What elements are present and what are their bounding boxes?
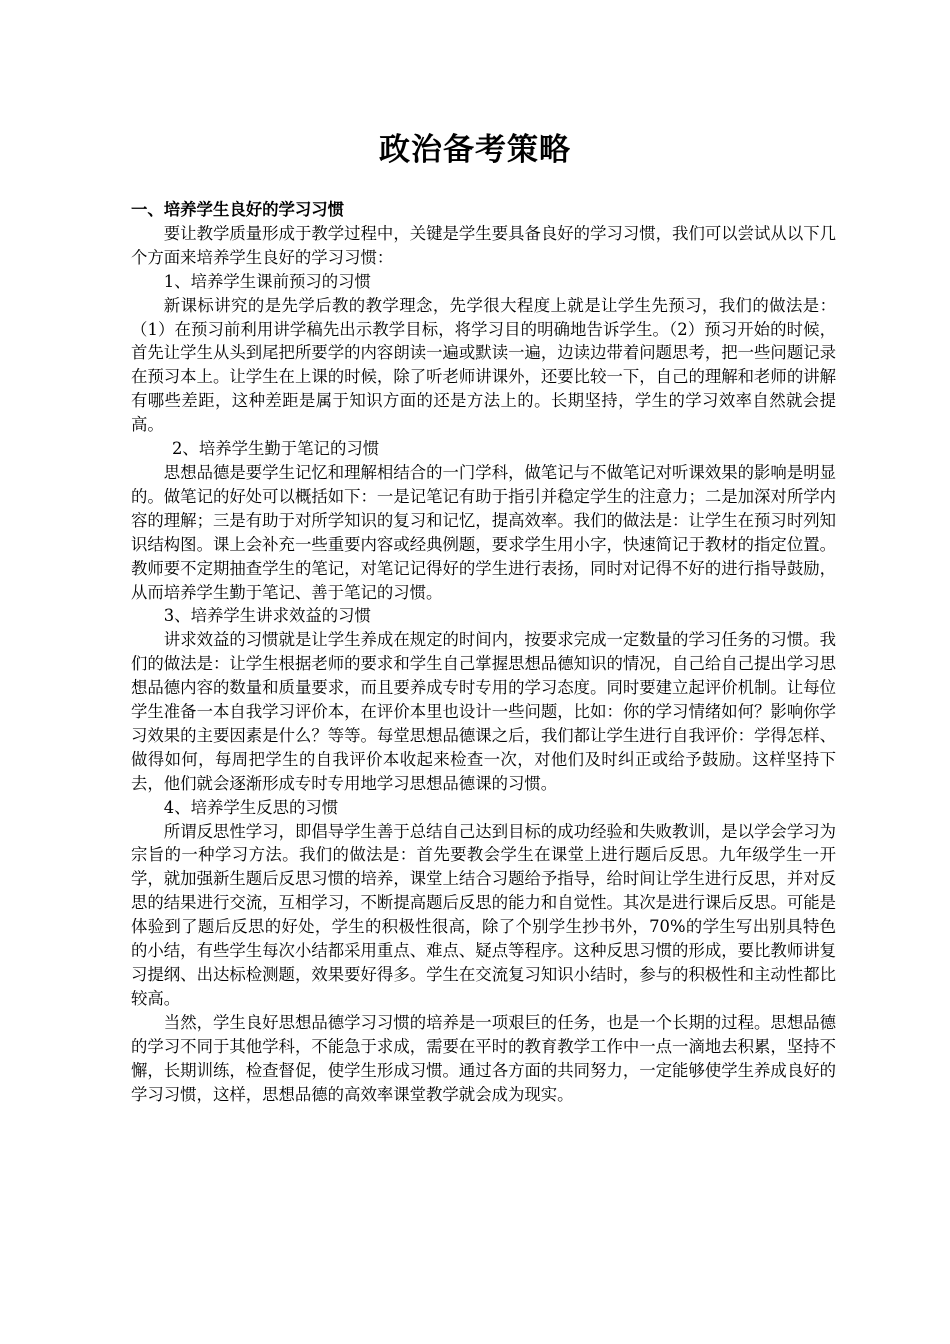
document-title: 政治备考策略 [379, 132, 571, 168]
paragraph-efficiency: 讲求效益的习惯就是让学生养成在规定的时间内，按要求完成一定数量的学习任务的习惯。我们的做法是：让学生根据老师的要求和学生自己掌握思想品德知识的情况，自己给自己提出学习思想品德内容的数量和质量要求，而且要养成专时专用的学习态度。同时要建立起评价机制。让每位学生准备一本自我学习评价本，在评价本里也设计一些问题，比如：你的学习情绪如何？影响你学习效果的主要因素是什么？等等。每堂思想品德课之后，我们都让学生进行自我评价：学得怎样、做得如何，每周把学生的自我评价本收起来检查一次，对他们及时纠正或给予鼓励。这样坚持下去，他们就会逐渐形成专时专用地学习思想品德课的习惯。 [131, 630, 836, 793]
subsection-heading-efficiency: 3、培养学生讲求效益的习惯 [163, 606, 371, 626]
subsection-heading-notes: 2、培养学生勤于笔记的习惯 [172, 439, 380, 459]
paragraph-notes: 思想品德是要学生记忆和理解相结合的一门学科，做笔记与不做笔记对听课效果的影响是明显的。做笔记的好处可以概括如下：一是记笔记有助于指引并稳定学生的注意力；二是加深对所学内容的理解；三是有助于对所学知识的复习和记忆，提高效率。我们的做法是：让学生在预习时列知识结构图。课上会补充一些重要内容或经典例题，要求学生用小字，快速简记于教材的指定位置。教师要不定期抽查学生的笔记，对笔记记得好的学生进行表扬，同时对记得不好的进行指导鼓励，从而培养学生勤于笔记、善于笔记的习惯。 [131, 462, 836, 602]
section-heading: 一、培养学生良好的学习习惯 [131, 200, 345, 219]
paragraph-reflection: 所谓反思性学习，即倡导学生善于总结自己达到目标的成功经验和失败教训，是以学会学习为宗旨的一种学习方法。我们的做法是：首先要教会学生在课堂上进行题后反思。九年级学生一开学，就加强新生题后反思习惯的培养，课堂上结合习题给予指导，给时间让学生进行反思，并对反思的结果进行交流，互相学习，不断提高题后反思的能力和自觉性。其次是进行课后反思。可能是体验到了题后反思的好处，学生的积极性很高，除了个别学生抄书外，70%的学生写出别具特色的小结，有些学生每次小结都采用重点、难点、疑点等程序。这种反思习惯的形成，要比教师讲复习提纲、出达标检测题，效果要好得多。学生在交流复习知识小结时，参与的积极性和主动性都比较高。 [131, 821, 836, 1008]
subsection-heading-reflection: 4、培养学生反思的习惯 [163, 797, 339, 817]
document-body [131, 198, 836, 1106]
intro-paragraph: 要让教学质量形成于教学过程中，关键是学生要具备良好的学习习惯，我们可以尝试从以下几个方面来培养学生良好的学习习惯： [131, 223, 836, 267]
subsection-heading-preview: 1、培养学生课前预习的习惯 [163, 271, 371, 291]
paragraph-preview: 新课标讲究的是先学后教的教学理念，先学很大程度上就是让学生先预习，我们的做法是：（1）在预习前利用讲学稿先出示教学目标，将学习目的明确地告诉学生。（2）预习开始的时候，首先让学生从头到尾把所要学的内容朗读一遍或默读一遍，边读边带着问题思考，把一些问题记录在预习本上。让学生在上课的时候，除了听老师讲课外，还要比较一下，自己的理解和老师的讲解有哪些差距，这种差距是属于知识方面的还是方法上的。长期坚持，学生的学习效率自然就会提高。 [131, 295, 836, 435]
conclusion-paragraph: 当然，学生良好思想品德学习习惯的培养是一项艰巨的任务，也是一个长期的过程。思想品德的学习不同于其他学科，不能急于求成，需要在平时的教育教学工作中一点一滴地去积累，坚持不懈，长期训练，检查督促，使学生形成习惯。通过各方面的共同努力，一定能够使学生养成良好的学习习惯，这样，思想品德的高效率课堂教学就会成为现实。 [131, 1012, 836, 1104]
